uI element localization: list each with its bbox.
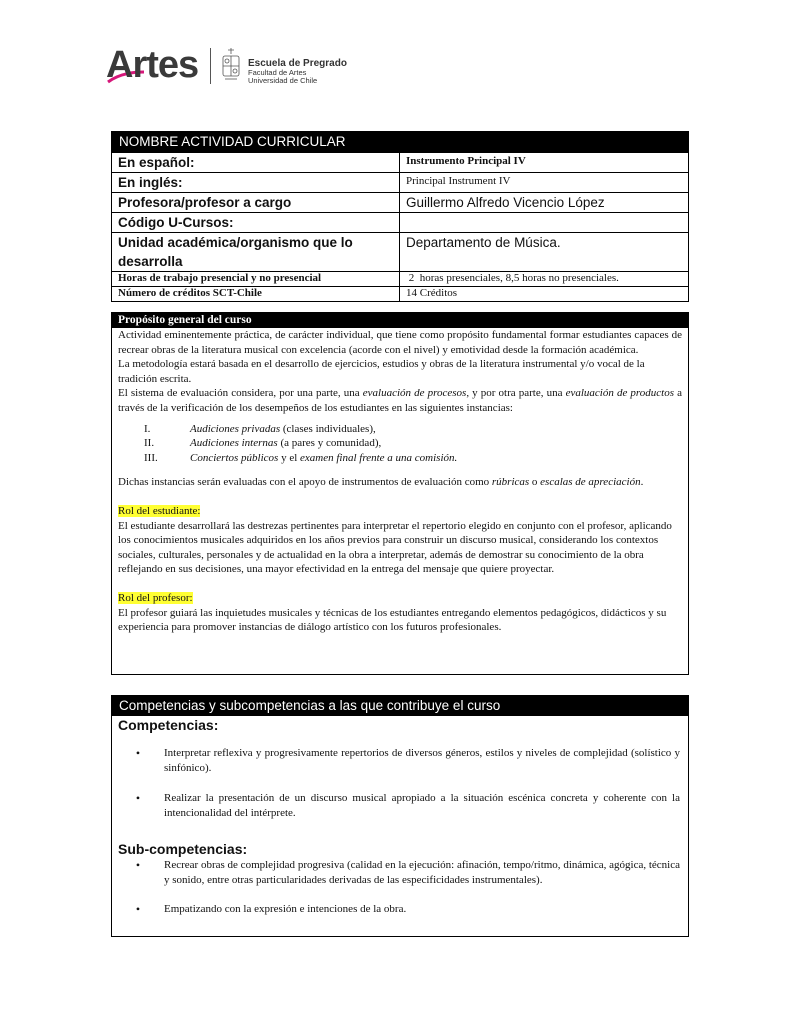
table-row	[112, 233, 689, 272]
english-name-label: En inglés:	[112, 173, 400, 193]
text-run-italic: Conciertos públicos	[190, 451, 279, 464]
text-run: .	[640, 476, 644, 489]
logo-school-name: Escuela de Pregrado	[248, 58, 347, 69]
highlighted-heading: Rol del profesor:	[118, 591, 193, 604]
table-row	[112, 213, 689, 233]
list-number: II.	[144, 437, 155, 450]
list-item	[144, 436, 682, 451]
activity-header: NOMBRE ACTIVIDAD CURRICULAR	[112, 132, 689, 153]
text-run: El sistema de evaluación considera, por una parte, una	[118, 387, 363, 400]
purpose-paragraph-2: La metodología estará basada en el desarrollo de ejercicios, estudios y obras de la literatura instrumental y/o vocal de la tradición escrita.	[118, 358, 645, 385]
purpose-section	[111, 312, 689, 675]
subcompetency-text: Empatizando con la expresión e intenciones de la obra.	[164, 902, 407, 915]
text-run: o	[529, 476, 541, 489]
subcompetencies-title: Sub-competencias:	[118, 841, 248, 858]
bullet-icon: •	[135, 901, 141, 916]
bullet-icon: •	[135, 858, 141, 873]
purpose-header: Propósito general del curso	[112, 313, 688, 328]
list-item	[112, 902, 688, 917]
list-number: I.	[144, 422, 151, 435]
teacher-role-title	[118, 591, 682, 606]
text-run-italic: evaluación de procesos	[362, 387, 467, 400]
competencies-header: Competencias y subcompetencias a las que contribuye el curso	[112, 696, 688, 716]
logo-divider	[210, 48, 211, 84]
activity-header-row	[112, 132, 689, 153]
table-row	[112, 272, 689, 287]
academic-unit-label: Unidad académica/organismo que lo desarrolla	[112, 233, 400, 272]
logo-text	[248, 58, 347, 85]
text-run-italic: evaluación de productos	[565, 387, 675, 400]
table-row	[112, 193, 689, 213]
evaluation-instances-list	[144, 422, 682, 466]
competency-text: Realizar la presentación de un discurso musical apropiado a la situación escénica concreta y coherente con la intencionalidad del intérprete.	[164, 792, 680, 819]
text-run: (clases individuales),	[280, 422, 376, 435]
text-run-italic: escalas de apreciación	[540, 476, 641, 489]
hours-label: Horas de trabajo presencial y no presencial	[112, 272, 400, 287]
teacher-label: Profesora/profesor a cargo	[112, 193, 400, 213]
text-run: Dichas instancias serán evaluadas con el apoyo de instrumentos de evaluación como	[118, 476, 492, 489]
purpose-body	[112, 328, 688, 635]
list-item	[112, 791, 688, 820]
text-run: a través de la verificación de los desempeños de los estudiantes en las siguientes instancias:	[118, 387, 682, 414]
spanish-name-value: Instrumento Principal IV	[400, 153, 689, 173]
list-item	[144, 422, 682, 437]
list-item	[144, 451, 682, 466]
faculty-logo	[106, 44, 366, 90]
teacher-value: Guillermo Alfredo Vicencio López	[400, 193, 689, 213]
purpose-paragraph-3	[118, 386, 682, 415]
purpose-paragraph-4	[118, 475, 682, 490]
text-run-italic: Audiciones privadas	[190, 422, 281, 435]
text-run-italic: rúbricas	[491, 476, 530, 489]
ucursos-code-label: Código U-Cursos:	[112, 213, 400, 233]
text-run: (a pares y comunidad),	[277, 437, 382, 450]
activity-table	[111, 131, 689, 302]
academic-unit-value: Departamento de Música.	[400, 233, 689, 272]
list-item	[112, 746, 688, 775]
highlighted-heading: Rol del estudiante:	[118, 504, 201, 517]
purpose-paragraph-1: Actividad eminentemente práctica, de carácter individual, que tiene como propósito fundamental formar estudiantes capaces de recrear obras de la literatura musical con excelencia (acorde con el nivel) y emotividad desde la formación académica.	[118, 329, 682, 356]
logo-university-name: Universidad de Chile	[248, 76, 318, 85]
competencies-title: Competencias:	[118, 717, 219, 733]
english-name-value: Principal Instrument IV	[400, 173, 689, 193]
list-number: III.	[144, 451, 158, 464]
ucursos-code-value	[400, 213, 689, 233]
teacher-role-text: El profesor guiará las inquietudes musicales y técnicas de los estudiantes entregando elementos pedagógicos, didácticos y su experiencia para promover instancias de diálogo artístico con los futuros profesionales.	[118, 606, 667, 634]
table-row	[112, 287, 689, 302]
text-run-italic: examen final frente a una comisión.	[300, 451, 458, 464]
logo-wordmark: Artes	[106, 44, 199, 86]
competency-text: Interpretar reflexiva y progresivamente repertorios de diversos géneros, estilos y niveles de complejidad (solístico y sinfónico).	[164, 747, 680, 774]
competencies-section	[111, 695, 689, 937]
spanish-name-label: En español:	[112, 153, 400, 173]
logo-faculty-name: Facultad de Artes	[248, 68, 307, 77]
credits-label: Número de créditos SCT-Chile	[112, 287, 400, 302]
subcompetency-text: Recrear obras de complejidad progresiva (calidad en la ejecución: afinación, tempo/ritmo, dinámica, agógica, técnica y sonido, entre otras particularidades derivadas de las especificidades instrumentales).	[164, 859, 680, 886]
credits-value: 14 Créditos	[400, 287, 689, 302]
bullet-icon: •	[135, 791, 141, 806]
hours-value: 2 horas presenciales, 8,5 horas no presenciales.	[400, 272, 689, 287]
list-item	[112, 858, 688, 887]
table-row	[112, 173, 689, 193]
bullet-icon: •	[135, 746, 141, 760]
text-run: y el	[278, 451, 301, 464]
student-role-text: El estudiante desarrollará las destrezas pertinentes para interpretar el repertorio elegido en conjunto con el profesor, aplicando los conocimientos musicales adquiridos en los años previos para construir un discurso musical, considerando los contextos sociales, culturales, personales y de actualidad en la obra a interpretar, además de demostrar su conocimiento de la obra reflejando en sus decisiones, una mayor efectividad en la entrega del mensaje que quiere proyectar.	[118, 519, 672, 576]
table-row	[112, 153, 689, 173]
university-seal-icon	[218, 46, 244, 84]
student-role-title	[118, 504, 682, 519]
text-run-italic: Audiciones internas	[190, 437, 278, 450]
text-run: , y por otra parte, una	[466, 387, 566, 400]
